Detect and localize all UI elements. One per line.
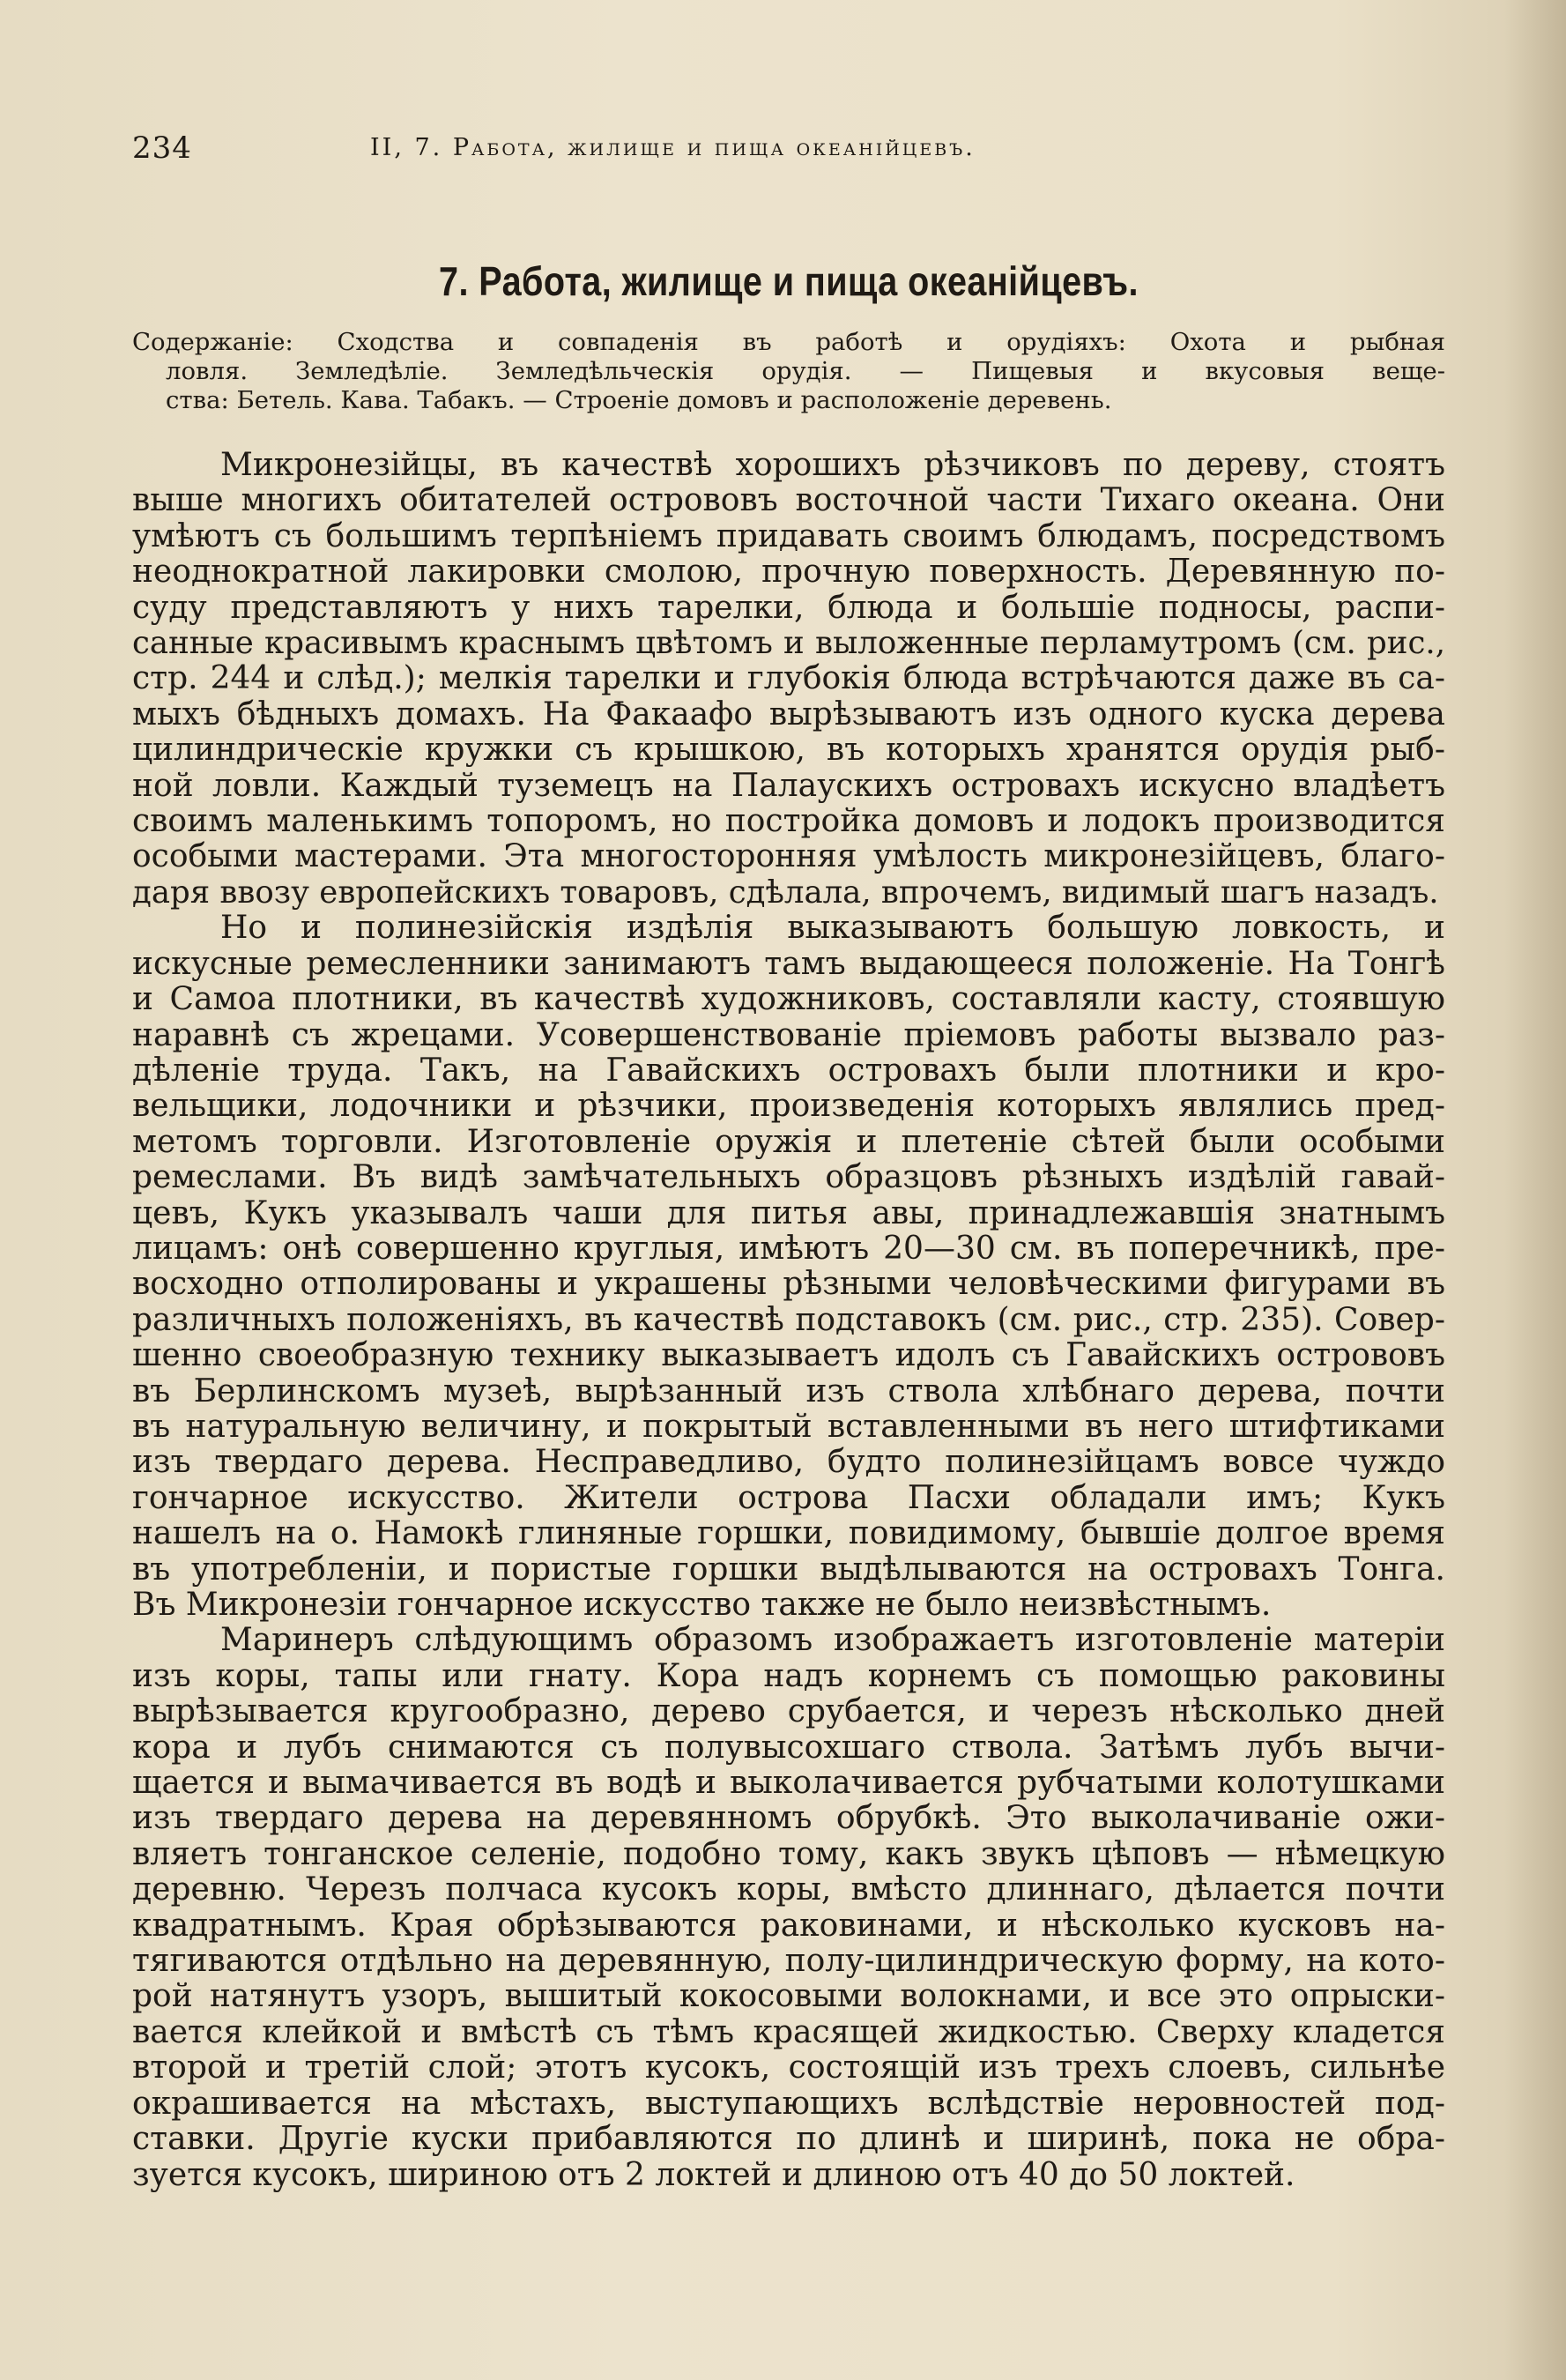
running-title: II, 7. Работа, жилище и пища океанійцевъ. <box>370 134 976 161</box>
text-line: гончарное искусство. Жители острова Пасхи обладали имъ; Кукъ <box>132 1480 1445 1516</box>
text-line: выше многихъ обитателей острововъ восточной части Тихаго океана. Они <box>132 483 1445 519</box>
text-line: второй и третій слой; этотъ кусокъ, состоящій изъ трехъ слоевъ, сильнѣе <box>132 2050 1445 2086</box>
text-line: Но и полинезійскія издѣлія выказываютъ большую ловкость, и <box>220 911 1445 947</box>
text-line: вельщики, лодочники и рѣзчики, произведенія которыхъ являлись пред- <box>132 1089 1445 1125</box>
text-line: восходно отполированы и украшены рѣзными человѣческими фигурами въ <box>132 1267 1445 1303</box>
contents-line: ства: Бетель. Кава. Табакъ. — Строеніе домовъ и расположеніе деревень. <box>166 386 1112 414</box>
text-line: ной ловли. Каждый туземецъ на Палаускихъ островахъ искусно владѣетъ <box>132 768 1445 804</box>
text-line: деревню. Черезъ полчаса кусокъ коры, вмѣсто длиннаго, дѣлается почти <box>132 1872 1445 1908</box>
text-line: щается и вымачивается въ водѣ и выколачивается рубчатыми колотушками <box>132 1766 1445 1802</box>
text-line: суду представляютъ у нихъ тарелки, блюда и большіе подносы, распи- <box>132 590 1445 626</box>
text-line: квадратнымъ. Края обрѣзываются раковинами, и нѣсколько кусковъ на- <box>132 1908 1445 1944</box>
body-text <box>132 448 1445 2193</box>
text-line: цевъ, Кукъ указывалъ чаши для питья авы, принадлежавшія знатнымъ <box>132 1195 1445 1231</box>
text-line: изъ твердаго дерева на деревянномъ обрубкѣ. Это выколачиваніе ожи- <box>132 1801 1445 1837</box>
text-line: дѣленіе труда. Такъ, на Гавайскихъ островахъ были плотники и кро- <box>132 1052 1445 1089</box>
text-line: шенно своеобразную технику выказываетъ идолъ съ Гавайскихъ острововъ <box>132 1338 1445 1374</box>
text-line: въ натуральную величину, и покрытый вставленными въ него штифтиками <box>132 1409 1445 1445</box>
text-line: зуется кусокъ, шириною отъ 2 локтей и длиною отъ 40 до 50 локтей. <box>132 2157 1295 2193</box>
text-line: цилиндрическіе кружки съ крышкою, въ которыхъ хранятся орудія рыб- <box>132 733 1445 769</box>
text-line: и Самоа плотники, въ качествѣ художниковъ, составляли касту, стоявшую <box>132 982 1445 1018</box>
text-line: нашелъ на о. Намокѣ глиняные горшки, повидимому, бывшіе долгое время <box>132 1516 1445 1552</box>
text-line: Микронезійцы, въ качествѣ хорошихъ рѣзчиковъ по дереву, стоятъ <box>220 448 1445 483</box>
contents-line: Содержаніе: Сходства и совпаденія въ работѣ и орудіяхъ: Охота и рыбная <box>132 328 1445 356</box>
text-line: особыми мастерами. Эта многосторонняя умѣлость микронезійцевъ, благо- <box>132 839 1445 875</box>
text-line: наравнѣ съ жрецами. Усовершенствованіе пріемовъ работы вызвало раз- <box>132 1017 1445 1053</box>
text-line: мыхъ бѣдныхъ домахъ. На Факаафо вырѣзываютъ изъ одного куска дерева <box>132 696 1445 733</box>
text-line: въ Берлинскомъ музеѣ, вырѣзанный изъ ствола хлѣбнаго дерева, почти <box>132 1373 1445 1409</box>
text-line: изъ коры, тапы или гнату. Кора надъ корнемъ съ помощью раковины <box>132 1658 1445 1694</box>
text-line: различныхъ положеніяхъ, въ качествѣ подставокъ (см. рис., стр. 235). Совер- <box>132 1302 1445 1338</box>
text-line: ремеслами. Въ видѣ замѣчательныхъ образцовъ рѣзныхъ издѣлій гавай- <box>132 1160 1445 1196</box>
chapter-title: 7. Работа, жилище и пища океанійцевъ. <box>439 258 1139 304</box>
text-line: въ употребленіи, и пористые горшки выдѣлываются на островахъ Тонга. <box>132 1551 1445 1588</box>
text-line: лицамъ: онѣ совершенно круглыя, имѣютъ 20—30 см. въ поперечникѣ, пре- <box>132 1231 1445 1267</box>
running-head <box>132 130 1445 173</box>
text-line: даря ввозу европейскихъ товаровъ, сдѣлала, впрочемъ, видимый шагъ назадъ. <box>132 874 1439 911</box>
text-line: Въ Микронезіи гончарное искусство также не было неизвѣстнымъ. <box>132 1588 1272 1623</box>
page-number: 234 <box>132 130 192 166</box>
chapter-contents-summary <box>132 328 1445 415</box>
text-line: тягиваются отдѣльно на деревянную, полу-цилиндрическую форму, на кото- <box>132 1944 1445 1980</box>
text-line: окрашивается на мѣстахъ, выступающихъ вслѣдствіе неровностей под- <box>132 2086 1445 2122</box>
text-line: изъ твердаго дерева. Несправедливо, будто полинезійцамъ вовсе чуждо <box>132 1445 1445 1481</box>
page-edge-shadow <box>1504 0 1566 2380</box>
text-line: неоднократной лакировки смолою, прочную поверхность. Деревянную по- <box>132 554 1445 591</box>
text-line: вается клейкой и вмѣстѣ съ тѣмъ красящей жидкостью. Сверху кладется <box>132 2014 1445 2050</box>
text-line: умѣютъ съ большимъ терпѣніемъ придавать своимъ блюдамъ, посредствомъ <box>132 518 1445 554</box>
text-line: своимъ маленькимъ топоромъ, но постройка домовъ и лодокъ производится <box>132 804 1445 840</box>
text-line: Маринеръ слѣдующимъ образомъ изображаетъ изготовленіе матеріи <box>220 1623 1445 1659</box>
text-line: вляетъ тонганское селеніе, подобно тому, какъ звукъ цѣповъ — нѣмецкую <box>132 1836 1445 1872</box>
text-line: искусные ремесленники занимаютъ тамъ выдающееся положеніе. На Тонгѣ <box>132 946 1445 982</box>
contents-line: ловля. Земледѣліе. Земледѣльческія орудія. — Пищевыя и вкусовыя веще- <box>166 357 1445 385</box>
text-line: вырѣзывается кругообразно, дерево срубается, и черезъ нѣсколько дней <box>132 1694 1445 1730</box>
text-line: ставки. Другіе куски прибавляются по длинѣ и ширинѣ, пока не обра- <box>132 2122 1445 2158</box>
text-line: санные красивымъ краснымъ цвѣтомъ и выложенные перламутромъ (см. рис., <box>132 626 1445 662</box>
text-line: стр. 244 и слѣд.); мелкія тарелки и глубокія блюда встрѣчаются даже въ са- <box>132 661 1445 697</box>
text-line: кора и лубъ снимаются съ полувысохшаго ствола. Затѣмъ лубъ вычи- <box>132 1729 1445 1766</box>
text-line: метомъ торговли. Изготовленіе оружія и плетеніе сѣтей были особыми <box>132 1124 1445 1160</box>
text-line: рой натянутъ узоръ, вышитый кокосовыми волокнами, и все это опрыски- <box>132 1979 1445 2015</box>
